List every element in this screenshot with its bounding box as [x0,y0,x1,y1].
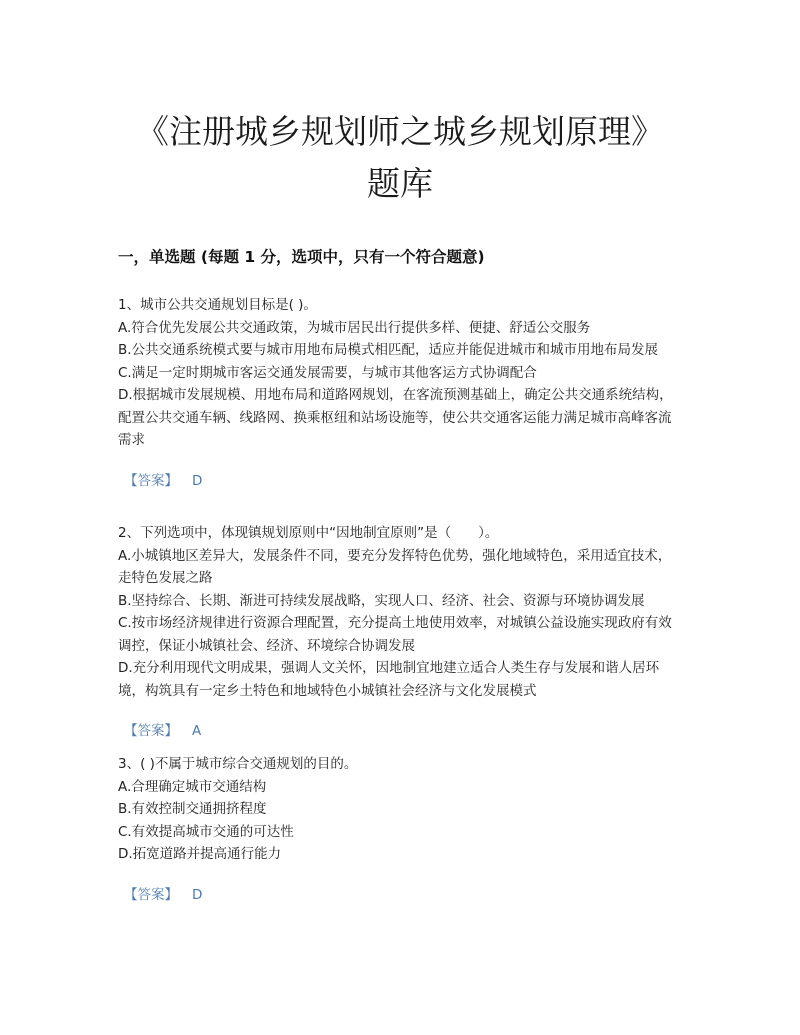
option-c: C.按市场经济规律进行资源合理配置，充分提高土地使用效率，对城镇公益设施实现政府有效调控，保证小城镇社会、经济、环境综合协调发展 [118,615,672,654]
question-stem: 2、下列选项中，体现镇规划原则中“因地制宜原则”是（ ）。 [118,525,499,541]
option-a: A.符合优先发展公共交通政策，为城市居民出行提供多样、便捷、舒适公交服务 [118,319,591,336]
answer-label: 【答案】 [124,723,178,739]
document-title: 《注册城乡规划师之城乡规划原理》 [136,112,664,151]
option-b: B.坚持综合、长期、渐进可持续发展战略，实现人口、经济、社会、资源与环境协调发展 [118,592,645,609]
option-b: B.公共交通系统模式要与城市用地布局模式相匹配，适应并能促进城市和城市用地布局发展 [118,342,659,358]
answer-line [124,884,684,906]
answer-value: D [192,472,203,489]
answer-value: D [192,886,203,903]
option-c: C.有效提高城市交通的可达性 [118,823,294,840]
question-1 [118,294,684,492]
answer-label: 【答案】 [124,472,178,489]
option-c: C.满足一定时期城市客运交通发展需要，与城市其他客运方式协调配合 [118,364,537,381]
option-d: D.充分利用现代文明成果，强调人文关怀，因地制宜地建立适合人类生存与发展和谐人居环境，构筑具有一定乡土特色和地域特色小城镇社会经济与文化发展模式 [118,660,660,699]
question-2 [118,522,684,742]
option-d: D.拓宽道路并提高通行能力 [118,846,282,862]
option-a: A.合理确定城市交通结构 [118,778,267,795]
answer-value: A [192,723,202,739]
document-subtitle: 题库 [367,164,433,203]
option-a: A.小城镇地区差异大，发展条件不同，要充分发挥特色优势，强化地域特色，采用适宜技术，走特色发展之路 [118,547,672,586]
answer-line [124,470,684,492]
question-stem: 1、城市公共交通规划目标是( )。 [118,297,317,313]
section-heading: 一，单选题 (每题 1 分，选项中，只有一个符合题意) [118,248,485,266]
question-stem: 3、( )不属于城市综合交通规划的目的。 [118,756,358,772]
option-b: B.有效控制交通拥挤程度 [118,801,267,817]
answer-line [124,720,684,742]
option-d: D.根据城市发展规模、用地布局和道路网规划，在客流预测基础上，确定公共交通系统结构，配置公共交通车辆、线路网、换乘枢纽和站场设施等，使公共交通客运能力满足城市高峰客流需求 [118,387,673,448]
question-3 [118,753,684,906]
answer-label: 【答案】 [124,886,178,903]
